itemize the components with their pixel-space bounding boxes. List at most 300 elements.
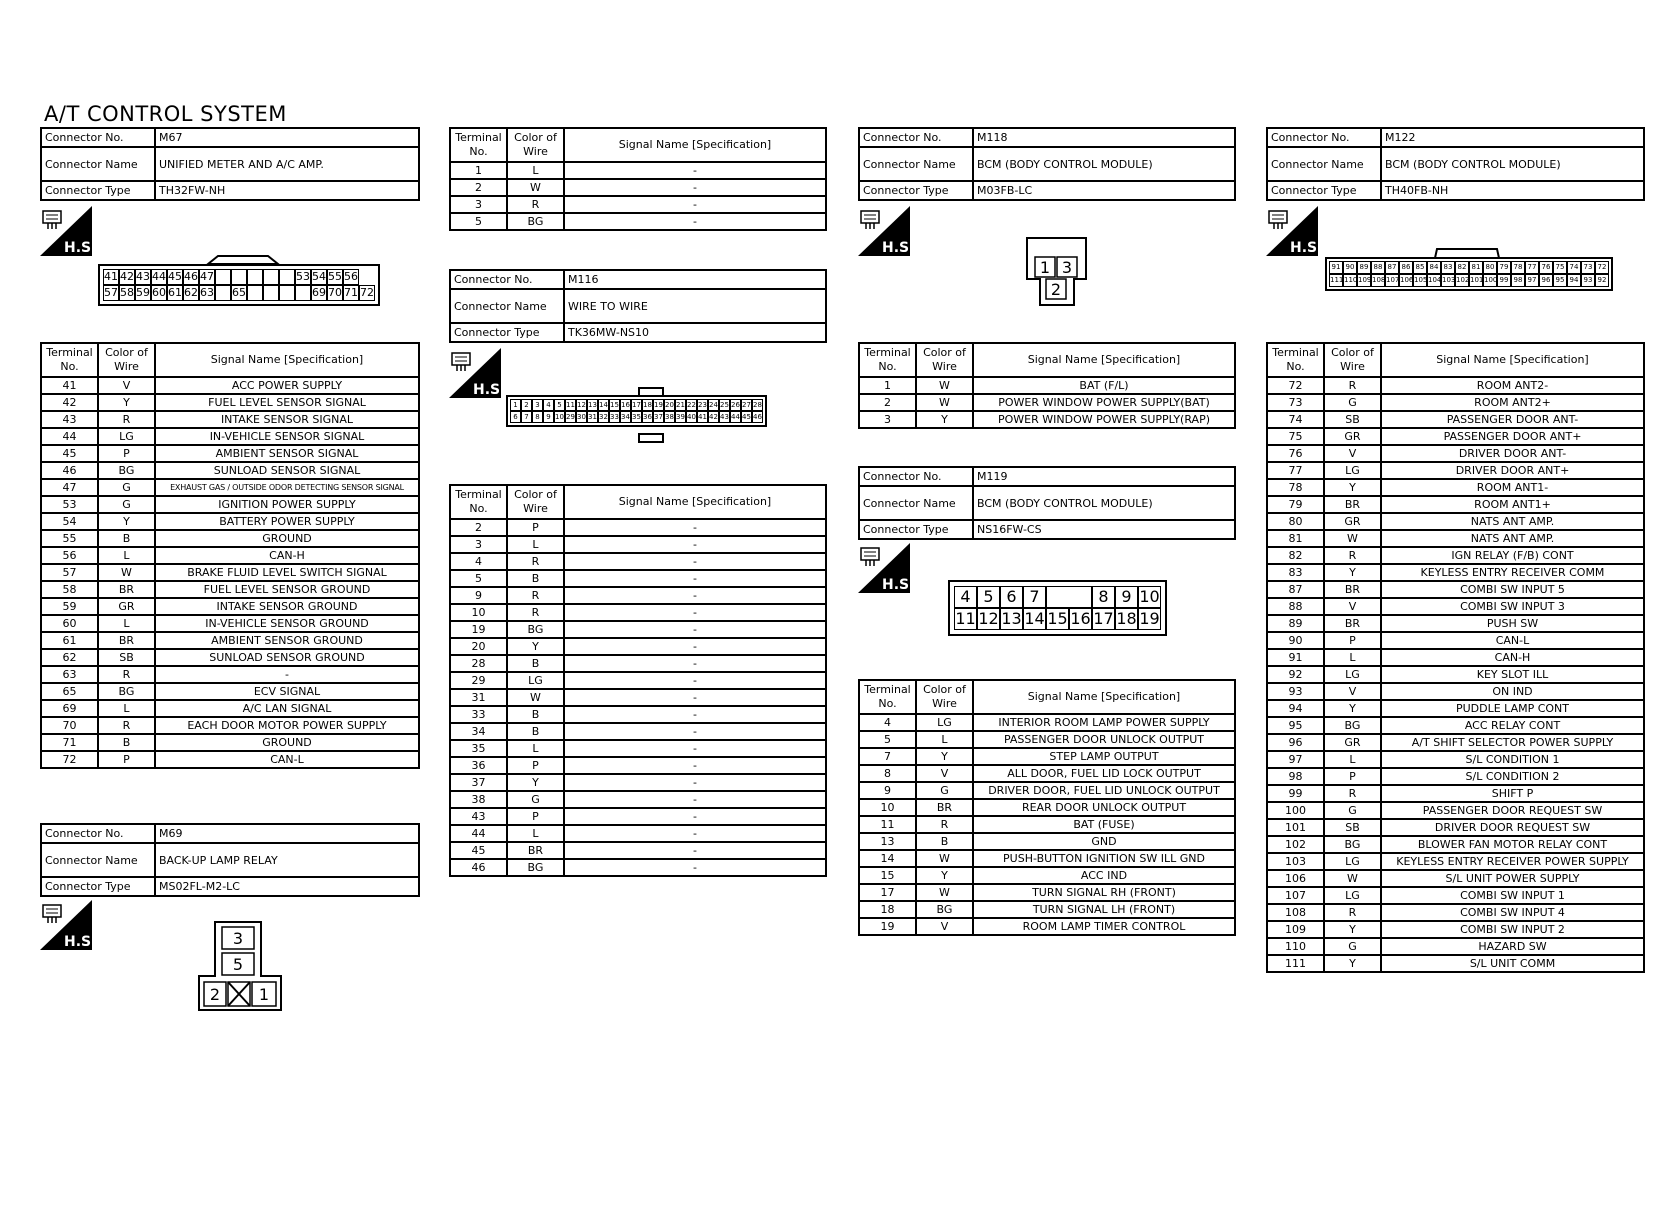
signal-name-cell: GROUND [155, 734, 419, 751]
terminal-no-cell: 31 [450, 689, 507, 706]
wire-color-cell: BR [98, 632, 155, 649]
pin-cell: 70 [328, 286, 342, 299]
signal-name-cell: IGN RELAY (F/B) CONT [1381, 547, 1644, 564]
terminal-no-cell: 80 [1267, 513, 1324, 530]
wire-color-cell: P [1324, 632, 1381, 649]
pin-cell: 16 [621, 401, 630, 409]
terminal-no-cell: 106 [1267, 870, 1324, 887]
pin-label: 3 [232, 929, 244, 948]
signal-name-cell: ACC IND [973, 867, 1235, 884]
wire-color-cell: R [1324, 547, 1381, 564]
table-row [1267, 700, 1644, 717]
pin-row [954, 608, 1161, 630]
table-row [41, 547, 419, 564]
pin-cell: 13 [588, 401, 597, 409]
signal-name-cell: - [564, 587, 826, 604]
terminal-no-cell: 3 [450, 536, 507, 553]
pin-cell: 17 [1093, 609, 1114, 628]
wire-color-cell: G [1324, 394, 1381, 411]
table-row [41, 394, 419, 411]
table-row [1267, 802, 1644, 819]
pin-cell: 55 [328, 270, 342, 283]
color-of-wire-header: Color of Wire [916, 680, 973, 714]
pin-cell: 4 [954, 586, 977, 608]
table-row [450, 706, 826, 723]
table-row [1267, 836, 1644, 853]
wire-color-cell: L [1324, 751, 1381, 768]
terminal-no-cell: 2 [859, 394, 916, 411]
pin-cell: 71 [344, 286, 358, 299]
color-of-wire-header: Color of Wire [916, 343, 973, 377]
color-of-wire-header: Color of Wire [507, 128, 564, 162]
table-row [450, 757, 826, 774]
pin-cell: 25 [720, 401, 729, 409]
table-row [859, 867, 1235, 884]
terminal-no-cell: 44 [41, 428, 98, 445]
harness-side-icon [1266, 206, 1323, 256]
table-row [41, 683, 419, 700]
wire-color-cell: R [98, 666, 155, 683]
terminal-no-cell: 96 [1267, 734, 1324, 751]
pin-cell [279, 269, 295, 285]
terminal-no-cell: 81 [1267, 530, 1324, 547]
signal-name-cell: PASSENGER DOOR UNLOCK OUTPUT [973, 731, 1235, 748]
pin-cell: 90 [1343, 261, 1357, 274]
table-row [1267, 785, 1644, 802]
m118-connector-face [1026, 237, 1088, 311]
wire-color-cell: BG [98, 683, 155, 700]
terminal-no-cell: 98 [1267, 768, 1324, 785]
table-row [450, 825, 826, 842]
terminal-no-cell: 10 [859, 799, 916, 816]
signal-name-cell: S/L UNIT COMM [1381, 955, 1644, 972]
terminal-no-cell: 55 [41, 530, 98, 547]
pin-cell: 5 [554, 399, 565, 411]
pin-cell [215, 285, 231, 301]
table-row [1267, 887, 1644, 904]
pin-cell: 17 [632, 401, 641, 409]
pin-cell: 41 [104, 270, 118, 283]
table-row [41, 479, 419, 496]
signal-name-cell: IN-VEHICLE SENSOR GROUND [155, 615, 419, 632]
terminal-no-cell: 101 [1267, 819, 1324, 836]
pin-cell: 101 [1469, 274, 1483, 287]
terminal-no-cell: 41 [41, 377, 98, 394]
wire-color-cell: GR [1324, 428, 1381, 445]
signal-name-cell: - [564, 638, 826, 655]
signal-name-cell: - [564, 757, 826, 774]
wire-color-cell: L [507, 825, 564, 842]
connector-no-label: Connector No. [41, 824, 155, 843]
table-row [1267, 513, 1644, 530]
terminal-no-cell: 18 [859, 901, 916, 918]
pin-cell: 11 [566, 401, 575, 409]
terminal-no-cell: 99 [1267, 785, 1324, 802]
connector-type: NS16FW-CS [973, 520, 1235, 539]
pin-cell: 105 [1413, 274, 1427, 287]
table-row [41, 428, 419, 445]
table-row [1267, 547, 1644, 564]
terminal-no-cell: 61 [41, 632, 98, 649]
terminal-no-cell: 88 [1267, 598, 1324, 615]
table-row [450, 638, 826, 655]
color-of-wire-header: Color of Wire [507, 485, 564, 519]
wire-color-cell: V [98, 377, 155, 394]
m118-info [858, 127, 1236, 201]
table-row [450, 553, 826, 570]
pin-cell: 43 [136, 270, 150, 283]
pin-cell: 87 [1385, 261, 1399, 274]
signal-name-cell: AMBIENT SENSOR GROUND [155, 632, 419, 649]
wire-color-cell: G [1324, 802, 1381, 819]
pin-cell: 72 [360, 286, 374, 299]
signal-name-cell: - [564, 604, 826, 621]
terminal-no-cell: 111 [1267, 955, 1324, 972]
connector-type-label: Connector Type [859, 520, 973, 539]
table-row [41, 377, 419, 394]
table-row [1267, 819, 1644, 836]
terminal-no-cell: 7 [859, 748, 916, 765]
table-row [41, 666, 419, 683]
table-row [1267, 377, 1644, 394]
signal-name-cell: - [564, 842, 826, 859]
table-row [1267, 428, 1644, 445]
table-row [1267, 666, 1644, 683]
signal-name-cell: HAZARD SW [1381, 938, 1644, 955]
table-row [1267, 394, 1644, 411]
table-row [450, 536, 826, 553]
signal-name-cell: EXHAUST GAS / OUTSIDE ODOR DETECTING SENSOR SIGNAL [155, 479, 419, 496]
color-of-wire-header: Color of Wire [1324, 343, 1381, 377]
terminal-no-cell: 75 [1267, 428, 1324, 445]
signal-name-cell: PASSENGER DOOR ANT- [1381, 411, 1644, 428]
signal-name-cell: - [564, 621, 826, 638]
signal-name-cell: - [564, 825, 826, 842]
table-row [450, 723, 826, 740]
signal-name-cell: COMBI SW INPUT 1 [1381, 887, 1644, 904]
pin-label: 3 [1061, 258, 1073, 277]
table-row [450, 655, 826, 672]
pin-row [1329, 261, 1609, 274]
connector-name: UNIFIED METER AND A/C AMP. [155, 147, 419, 181]
table-row [859, 765, 1235, 782]
signal-name-cell: PUSH SW [1381, 615, 1644, 632]
pin-label: 1 [258, 985, 270, 1004]
pin-cell: 9 [543, 411, 554, 423]
wire-color-cell: B [98, 530, 155, 547]
page-title: A/T CONTROL SYSTEM [44, 102, 287, 126]
connector-no: M69 [155, 824, 419, 843]
signal-name-cell: S/L CONDITION 1 [1381, 751, 1644, 768]
table-row [450, 774, 826, 791]
connector-no-label: Connector No. [859, 128, 973, 147]
table-row [41, 530, 419, 547]
connector-no-label: Connector No. [450, 270, 564, 289]
wire-color-cell: W [507, 689, 564, 706]
table-row [41, 717, 419, 734]
terminal-no-cell: 15 [859, 867, 916, 884]
pin-cell: 93 [1581, 274, 1595, 287]
signal-name-cell: A/C LAN SIGNAL [155, 700, 419, 717]
pin-cell: 37 [654, 413, 663, 421]
pin-cell: 92 [1595, 274, 1609, 287]
terminal-no-cell: 13 [859, 833, 916, 850]
pin-cell: 22 [687, 401, 696, 409]
pin-cell: 81 [1469, 261, 1483, 274]
terminal-no-cell: 10 [450, 604, 507, 621]
terminal-no-cell: 3 [859, 411, 916, 428]
harness-side-icon [858, 206, 915, 256]
table-row [450, 604, 826, 621]
wire-color-cell: LG [916, 714, 973, 731]
pin-cell: 7 [1023, 586, 1046, 608]
terminal-no-cell: 109 [1267, 921, 1324, 938]
pin-cell: 10 [555, 413, 564, 421]
terminal-no-cell: 35 [450, 740, 507, 757]
wire-color-cell: P [98, 751, 155, 768]
terminal-no-cell: 54 [41, 513, 98, 530]
terminal-no-cell: 74 [1267, 411, 1324, 428]
pin-cell: 33 [610, 413, 619, 421]
terminal-no-cell: 60 [41, 615, 98, 632]
table-row [450, 179, 826, 196]
signal-name-cell: PUDDLE LAMP CONT [1381, 700, 1644, 717]
terminal-no-cell: 82 [1267, 547, 1324, 564]
wire-color-cell: V [1324, 683, 1381, 700]
wire-color-cell: G [98, 496, 155, 513]
signal-name-cell: NATS ANT AMP. [1381, 513, 1644, 530]
table-row [1267, 751, 1644, 768]
connector-no-label: Connector No. [859, 467, 973, 486]
table-row [859, 901, 1235, 918]
signal-name-header: Signal Name [Specification] [564, 485, 826, 519]
terminal-no-cell: 5 [859, 731, 916, 748]
wire-color-cell: P [98, 445, 155, 462]
m122-info [1266, 127, 1645, 201]
wire-color-cell: L [916, 731, 973, 748]
signal-name-cell: - [564, 553, 826, 570]
connector-no: M122 [1381, 128, 1644, 147]
signal-name-cell: GND [973, 833, 1235, 850]
pin-cell: 42 [709, 413, 718, 421]
connector-type: MS02FL-M2-LC [155, 877, 419, 896]
pin-cell: 43 [720, 413, 729, 421]
wire-color-cell: W [916, 884, 973, 901]
hs-label: H.S. [882, 577, 915, 593]
terminal-no-cell: 91 [1267, 649, 1324, 666]
connector-type-label: Connector Type [859, 181, 973, 200]
wire-color-cell: BR [1324, 581, 1381, 598]
wire-color-cell: BG [1324, 836, 1381, 853]
table-row [1267, 938, 1644, 955]
terminal-no-cell: 4 [450, 553, 507, 570]
terminal-no-cell: 69 [41, 700, 98, 717]
terminal-no-cell: 8 [859, 765, 916, 782]
table-row [859, 884, 1235, 901]
terminal-no-cell: 89 [1267, 615, 1324, 632]
signal-name-cell: - [564, 672, 826, 689]
table-row [41, 649, 419, 666]
signal-name-cell: IN-VEHICLE SENSOR SIGNAL [155, 428, 419, 445]
signal-name-cell: DRIVER DOOR REQUEST SW [1381, 819, 1644, 836]
signal-name-cell: ECV SIGNAL [155, 683, 419, 700]
pin-cell: 97 [1525, 274, 1539, 287]
wire-color-cell: V [916, 918, 973, 935]
terminal-no-cell: 9 [450, 587, 507, 604]
signal-name-cell: POWER WINDOW POWER SUPPLY(RAP) [973, 411, 1235, 428]
terminal-no-cell: 73 [1267, 394, 1324, 411]
pin-cell: 57 [104, 286, 118, 299]
terminal-no-cell: 71 [41, 734, 98, 751]
signal-name-cell: COMBI SW INPUT 2 [1381, 921, 1644, 938]
wire-color-cell: LG [98, 428, 155, 445]
wire-color-cell: B [507, 570, 564, 587]
connector-name-label: Connector Name [1267, 147, 1381, 181]
table-row [41, 632, 419, 649]
pin-cell [215, 269, 231, 285]
pin-cell [1046, 586, 1092, 608]
terminal-no-cell: 1 [859, 377, 916, 394]
table-row [1267, 870, 1644, 887]
pin-cell: 69 [312, 286, 326, 299]
wire-color-cell: GR [1324, 734, 1381, 751]
signal-name-cell: S/L CONDITION 2 [1381, 768, 1644, 785]
pin-cell: 6 [510, 411, 521, 423]
pin-row [1329, 274, 1609, 287]
pin-cell: 30 [577, 413, 586, 421]
connector-name-label: Connector Name [41, 147, 155, 181]
pin-cell: 109 [1357, 274, 1371, 287]
table-row [450, 740, 826, 757]
signal-name-cell: COMBI SW INPUT 5 [1381, 581, 1644, 598]
terminal-no-cell: 70 [41, 717, 98, 734]
terminal-no-header: Terminal No. [859, 680, 916, 714]
terminal-no-header: Terminal No. [1267, 343, 1324, 377]
table-row [450, 808, 826, 825]
signal-name-cell: - [564, 213, 826, 230]
signal-name-cell: KEY SLOT ILL [1381, 666, 1644, 683]
table-row [41, 734, 419, 751]
wire-color-cell: LG [507, 672, 564, 689]
pin-cell: 38 [665, 413, 674, 421]
pin-cell: 107 [1385, 274, 1399, 287]
signal-name-cell: - [564, 162, 826, 179]
harness-side-icon [449, 348, 506, 398]
pin-cell [263, 269, 279, 285]
table-row [1267, 581, 1644, 598]
wire-color-cell: R [1324, 904, 1381, 921]
terminal-no-header: Terminal No. [450, 485, 507, 519]
m116-signal-table [449, 484, 827, 877]
pin-cell: 75 [1553, 261, 1567, 274]
signal-name-cell: ROOM ANT1+ [1381, 496, 1644, 513]
pin-label: 2 [1050, 280, 1062, 299]
pin-label: 5 [232, 955, 244, 974]
terminal-no-cell: 72 [41, 751, 98, 768]
wire-color-cell: L [507, 162, 564, 179]
terminal-no-cell: 43 [41, 411, 98, 428]
pin-cell: 80 [1483, 261, 1497, 274]
wire-color-cell: P [507, 519, 564, 536]
pin-cell: 58 [120, 286, 134, 299]
wire-color-cell: LG [1324, 887, 1381, 904]
connector-type-label: Connector Type [41, 181, 155, 200]
pin-cell: 31 [588, 413, 597, 421]
signal-name-cell: TURN SIGNAL RH (FRONT) [973, 884, 1235, 901]
pin-cell: 63 [200, 286, 214, 299]
terminal-no-cell: 65 [41, 683, 98, 700]
terminal-no-cell: 9 [859, 782, 916, 799]
signal-name-cell: - [564, 536, 826, 553]
wire-color-cell: LG [1324, 462, 1381, 479]
table-row [41, 564, 419, 581]
wire-color-cell: L [98, 700, 155, 717]
signal-name-cell: PASSENGER DOOR REQUEST SW [1381, 802, 1644, 819]
wire-color-cell: GR [98, 598, 155, 615]
signal-name-cell: SUNLOAD SENSOR SIGNAL [155, 462, 419, 479]
wire-color-cell: V [1324, 598, 1381, 615]
signal-name-cell: REAR DOOR UNLOCK OUTPUT [973, 799, 1235, 816]
signal-name-cell: - [564, 791, 826, 808]
connector-name-label: Connector Name [450, 289, 564, 323]
table-row [1267, 649, 1644, 666]
table-row [1267, 564, 1644, 581]
signal-name-header: Signal Name [Specification] [973, 680, 1235, 714]
pin-cell: 104 [1427, 274, 1441, 287]
table-row [1267, 904, 1644, 921]
pin-cell: 77 [1525, 261, 1539, 274]
wire-color-cell: SB [1324, 819, 1381, 836]
m69-connector-face [198, 920, 282, 1016]
wire-color-cell: BG [507, 213, 564, 230]
table-row [859, 377, 1235, 394]
terminal-no-cell: 92 [1267, 666, 1324, 683]
wire-color-cell: R [507, 553, 564, 570]
pin-cell: 82 [1455, 261, 1469, 274]
table-row [41, 411, 419, 428]
pin-cell: 98 [1511, 274, 1525, 287]
signal-name-cell: CAN-H [1381, 649, 1644, 666]
pin-cell: 19 [654, 401, 663, 409]
pin-cell: 102 [1455, 274, 1469, 287]
terminal-no-cell: 2 [450, 519, 507, 536]
wire-color-cell: B [916, 833, 973, 850]
wire-color-cell: BG [1324, 717, 1381, 734]
hs-label: H.S. [64, 934, 97, 950]
pin-cell: 24 [709, 401, 718, 409]
terminal-no-header: Terminal No. [450, 128, 507, 162]
pin-cell: 83 [1441, 261, 1455, 274]
wire-color-cell: L [98, 547, 155, 564]
harness-side-icon [858, 543, 915, 593]
terminal-no-cell: 72 [1267, 377, 1324, 394]
terminal-no-cell: 44 [450, 825, 507, 842]
signal-name-cell: DRIVER DOOR, FUEL LID UNLOCK OUTPUT [973, 782, 1235, 799]
signal-name-cell: - [155, 666, 419, 683]
connector-type-label: Connector Type [450, 323, 564, 342]
pin-cell: 35 [632, 413, 641, 421]
wire-color-cell: Y [507, 638, 564, 655]
pin-cell: 12 [577, 401, 586, 409]
signal-name-cell: BAT (F/L) [973, 377, 1235, 394]
table-row [859, 714, 1235, 731]
wire-color-cell: R [1324, 785, 1381, 802]
signal-name-cell: CAN-L [155, 751, 419, 768]
pin-cell: 46 [184, 270, 198, 283]
m69-info [40, 823, 420, 897]
wire-color-cell: L [507, 740, 564, 757]
terminal-no-cell: 2 [450, 179, 507, 196]
